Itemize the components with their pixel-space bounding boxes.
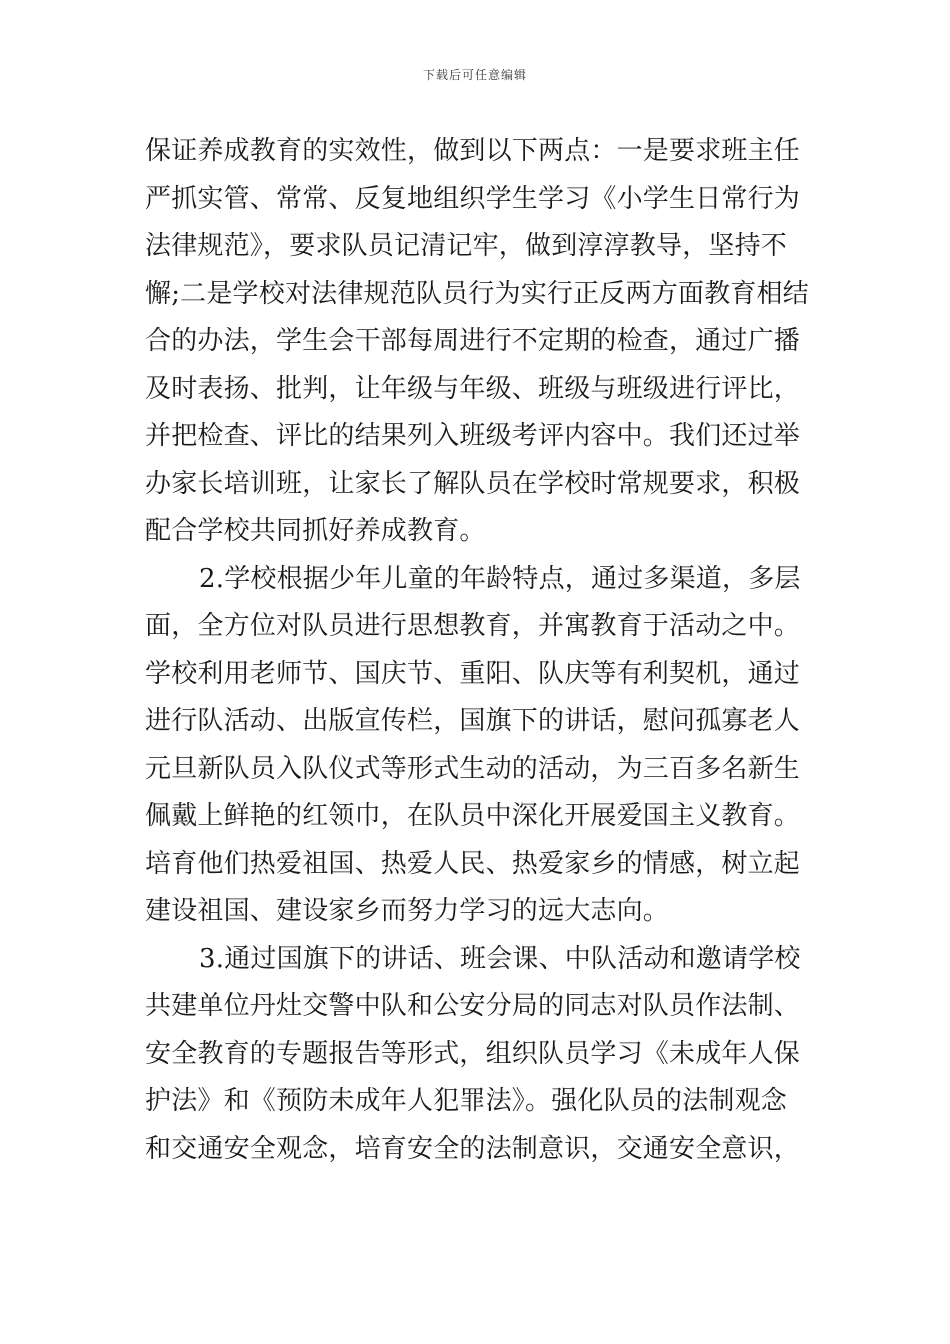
text-line: 面，全方位对队员进行思想教育，并寓教育于活动之中。 xyxy=(145,611,801,641)
text-line: 办家长培训班，让家长了解队员在学校时常规要求，积极 xyxy=(145,468,801,499)
text-line: 和交通安全观念，培育安全的法制意识，交通安全意识， xyxy=(145,1133,801,1164)
paragraph-2-first-line: 2.学校根据少年儿童的年龄特点，通过多渠道，多层 xyxy=(199,563,801,594)
text-line: 进行队活动、出版宣传栏，国旗下的讲话，慰问孤寡老人 xyxy=(145,706,801,736)
text-line: 懈;二是学校对法律规范队员行为实行正反两方面教育相结 xyxy=(145,278,809,309)
text-line: 安全教育的专题报告等形式，组织队员学习《未成年人保 xyxy=(145,1038,801,1069)
text-line: 护法》和《预防未成年人犯罪法》。强化队员的法制观念 xyxy=(145,1086,788,1116)
text-line: 合的办法，学生会干部每周进行不定期的检查，通过广播 xyxy=(145,326,801,356)
text-line: 共建单位丹灶交警中队和公安分局的同志对队员作法制、 xyxy=(145,991,801,1021)
text-line: 严抓实管、常常、反复地组织学生学习《小学生日常行为 xyxy=(145,183,801,214)
text-line: 保证养成教育的实效性，做到以下两点：一是要求班主任 xyxy=(145,136,801,166)
text-line: 并把检查、评比的结果列入班级考评内容中。我们还过举 xyxy=(145,421,801,451)
text-line: 配合学校共同抓好养成教育。 xyxy=(145,516,486,546)
text-line: 培育他们热爱祖国、热爱人民、热爱家乡的情感，树立起 xyxy=(145,848,801,879)
body-text xyxy=(145,131,815,1176)
text-line: 法律规范》，要求队员记清记牢，做到淳淳教导，坚持不 xyxy=(145,231,788,261)
text-line: 学校利用老师节、国庆节、重阳、队庆等有利契机，通过 xyxy=(145,658,801,689)
text-line: 建设祖国、建设家乡而努力学习的远大志向。 xyxy=(145,896,670,926)
text-line: 元旦新队员入队仪式等形式生动的活动，为三百多名新生 xyxy=(145,753,801,784)
text-line: 及时表扬、批判，让年级与年级、班级与班级进行评比， xyxy=(145,373,801,404)
page-header: 下载后可任意编辑 xyxy=(422,68,527,82)
text-line: 佩戴上鲜艳的红领巾，在队员中深化开展爱国主义教育。 xyxy=(145,801,801,831)
paragraph-3-first-line: 3.通过国旗下的讲话、班会课、中队活动和邀请学校 xyxy=(199,943,801,974)
